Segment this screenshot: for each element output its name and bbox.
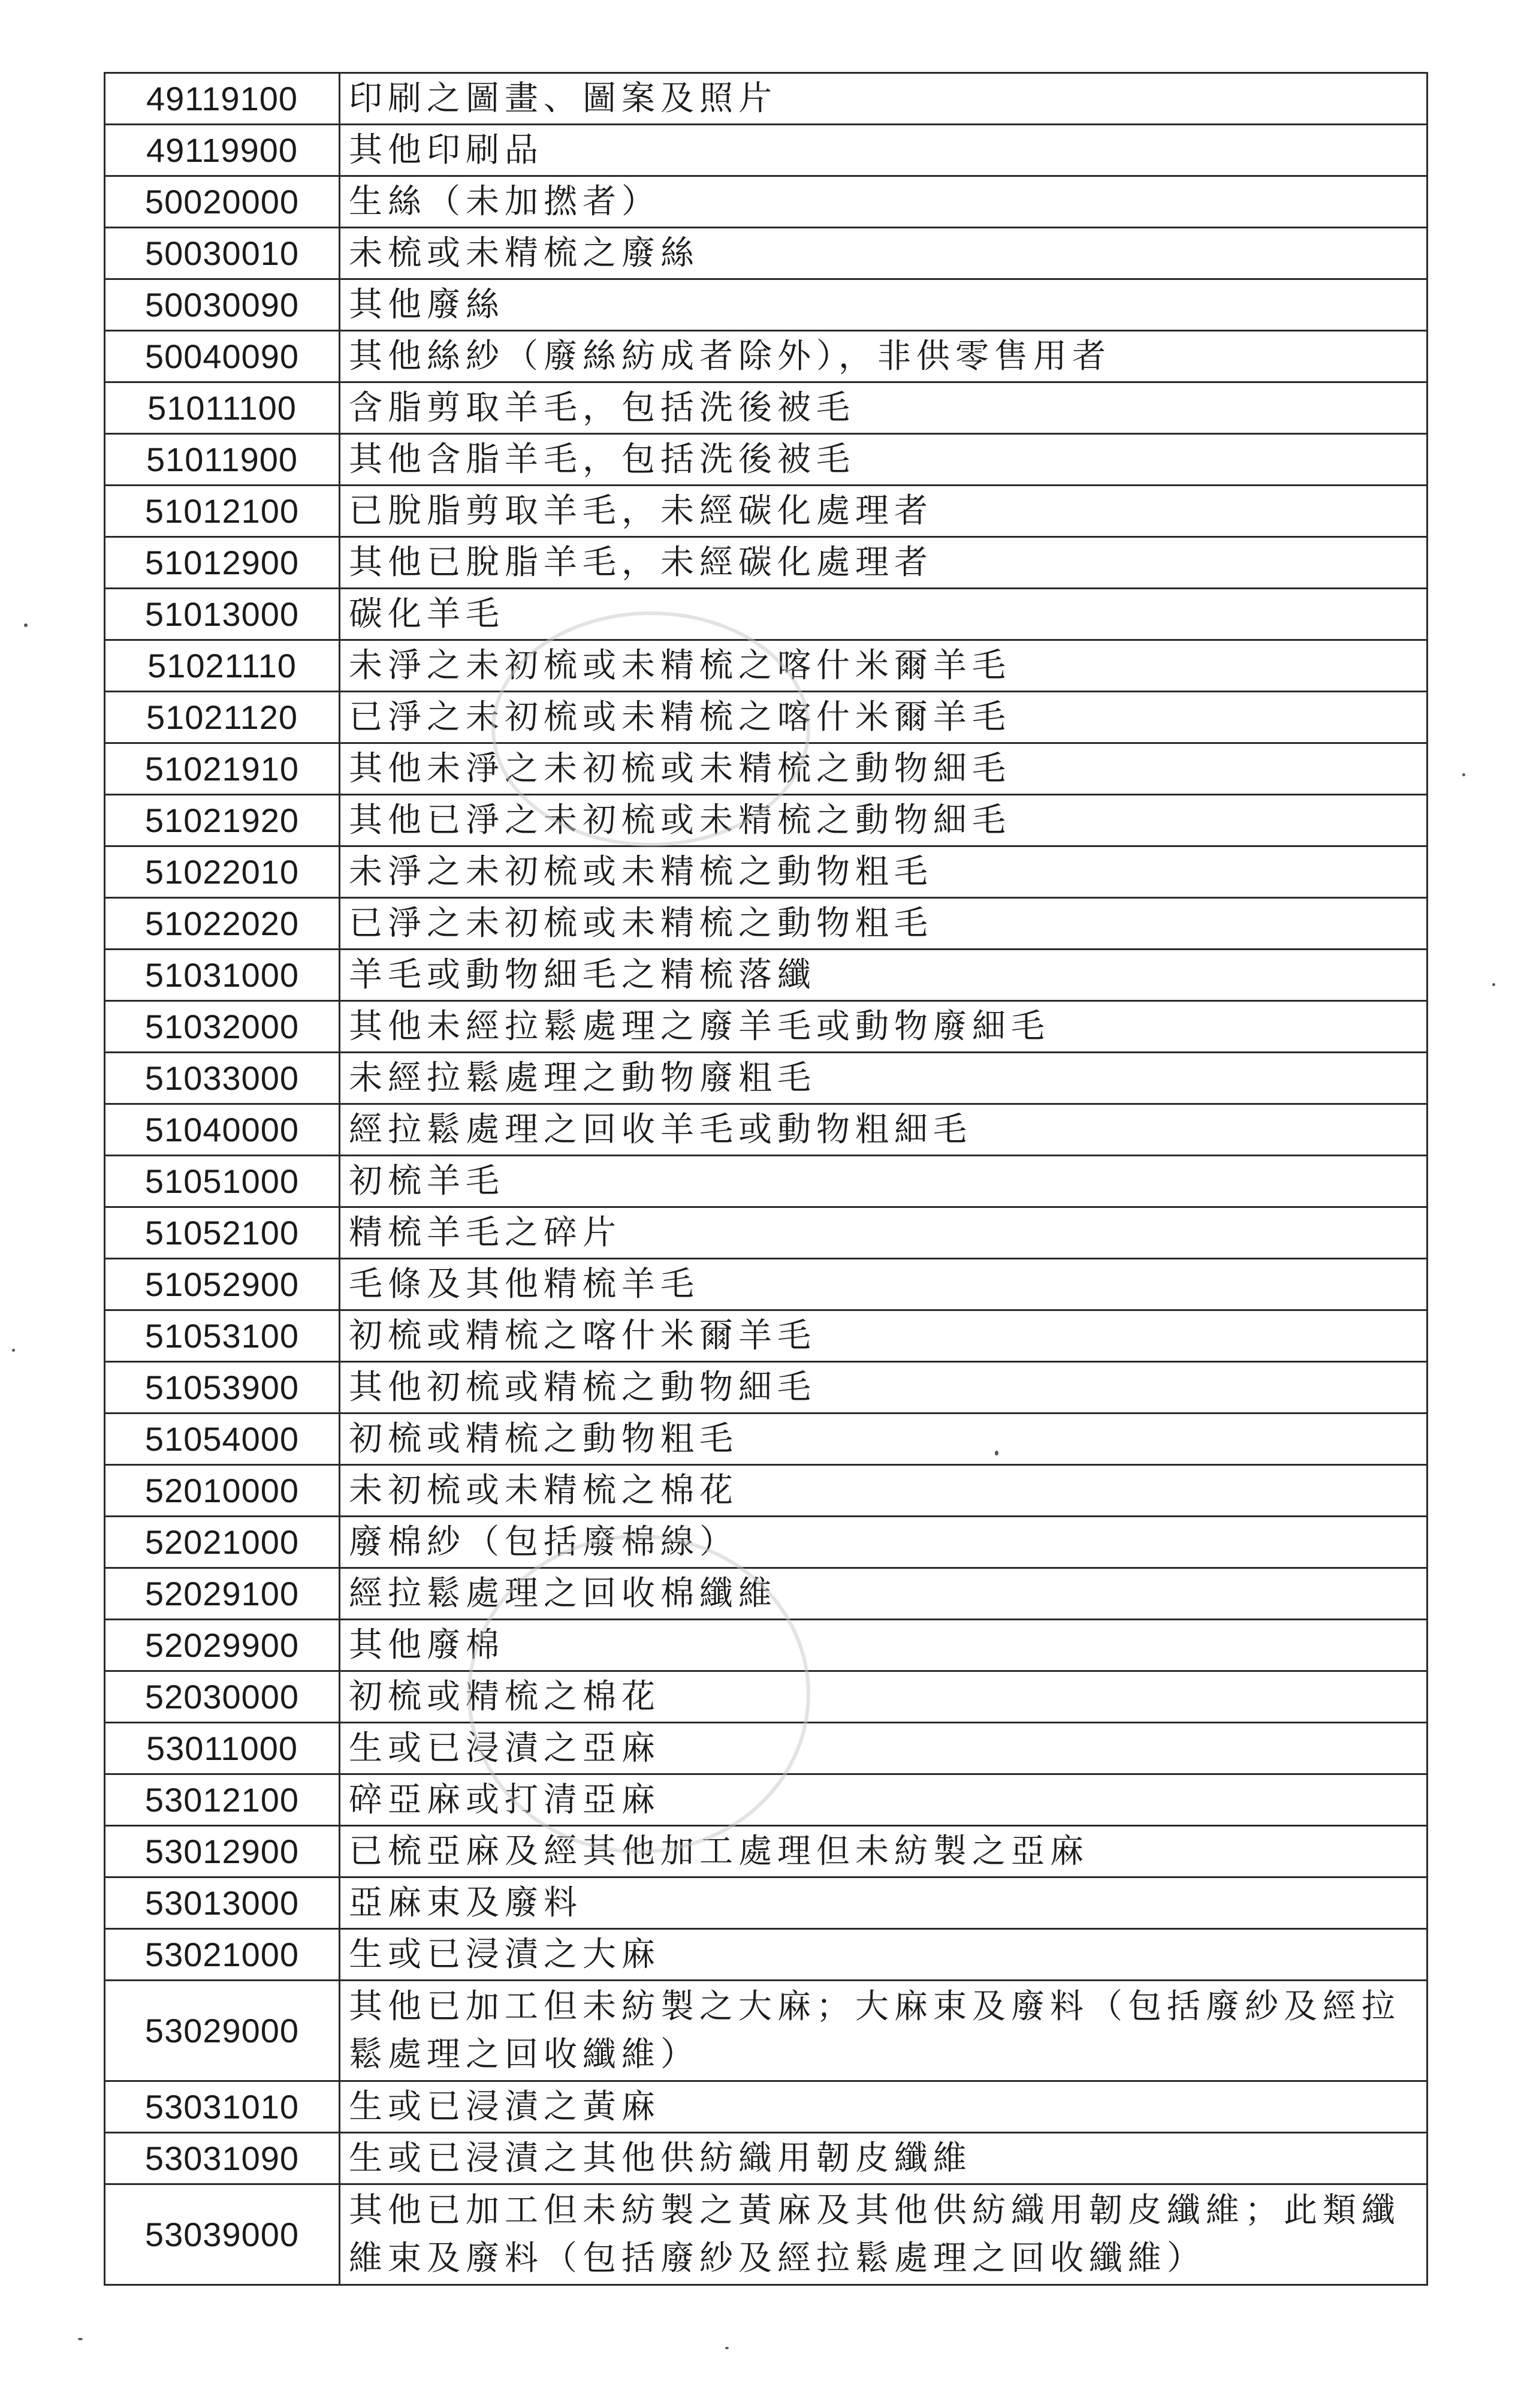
description-cell: 經拉鬆處理之回收羊毛或動物粗細毛 (340, 1104, 1428, 1156)
description-cell: 碳化羊毛 (340, 589, 1428, 640)
description-cell: 初梳或精梳之動物粗毛 (340, 1414, 1428, 1465)
code-cell: 50030010 (105, 228, 340, 279)
description-cell: 已梳亞麻及經其他加工處理但未紡製之亞麻 (340, 1826, 1428, 1877)
table-row (105, 1671, 1428, 1723)
code-cell: 51032000 (105, 1001, 340, 1053)
table-row (105, 1362, 1428, 1414)
description-cell: 印刷之圖畫、圖案及照片 (340, 73, 1428, 125)
table-row (105, 1156, 1428, 1207)
code-cell: 53021000 (105, 1929, 340, 1981)
code-cell: 52021000 (105, 1517, 340, 1568)
description-cell: 亞麻束及廢料 (340, 1877, 1428, 1929)
code-cell: 51053100 (105, 1310, 340, 1362)
code-cell: 51022010 (105, 846, 340, 898)
description-cell: 毛條及其他精梳羊毛 (340, 1259, 1428, 1310)
table-row (105, 1207, 1428, 1259)
code-cell: 49119900 (105, 125, 340, 176)
description-cell: 其他含脂羊毛，包括洗後被毛 (340, 434, 1428, 486)
description-cell: 其他已加工但未紡製之黃麻及其他供紡織用韌皮纖維；此類纖維束及廢料（包括廢紗及經拉鬆處理之回收纖維） (340, 2184, 1428, 2285)
code-cell: 53011000 (105, 1723, 340, 1774)
table-row (105, 176, 1428, 228)
code-cell: 49119100 (105, 73, 340, 125)
table-row (105, 846, 1428, 898)
code-cell: 51054000 (105, 1414, 340, 1465)
code-cell: 52010000 (105, 1465, 340, 1517)
table-row (105, 1414, 1428, 1465)
table-row (105, 1310, 1428, 1362)
code-cell: 51012100 (105, 486, 340, 537)
table-row (105, 1774, 1428, 1826)
description-cell: 初梳羊毛 (340, 1156, 1428, 1207)
table-row (105, 1826, 1428, 1877)
code-cell: 53031090 (105, 2133, 340, 2184)
description-cell: 未淨之未初梳或未精梳之動物粗毛 (340, 846, 1428, 898)
table-row (105, 589, 1428, 640)
table-row (105, 228, 1428, 279)
code-cell: 53039000 (105, 2184, 340, 2285)
code-cell: 51012900 (105, 537, 340, 589)
code-cell: 51011900 (105, 434, 340, 486)
description-cell: 已淨之未初梳或未精梳之喀什米爾羊毛 (340, 692, 1428, 743)
table-body (105, 73, 1428, 2285)
table-row (105, 331, 1428, 382)
code-cell: 51051000 (105, 1156, 340, 1207)
description-cell: 含脂剪取羊毛，包括洗後被毛 (340, 382, 1428, 434)
code-cell: 53029000 (105, 1981, 340, 2081)
description-cell: 其他初梳或精梳之動物細毛 (340, 1362, 1428, 1414)
table-row (105, 1568, 1428, 1620)
code-cell: 50040090 (105, 331, 340, 382)
scan-speck (725, 2347, 729, 2349)
scan-speck (1462, 773, 1465, 776)
code-cell: 51052100 (105, 1207, 340, 1259)
table-row (105, 692, 1428, 743)
code-cell: 51011100 (105, 382, 340, 434)
code-cell: 51033000 (105, 1053, 340, 1104)
table-row (105, 743, 1428, 795)
table-row (105, 1877, 1428, 1929)
code-cell: 51021110 (105, 640, 340, 692)
table-row (105, 486, 1428, 537)
description-cell: 經拉鬆處理之回收棉纖維 (340, 1568, 1428, 1620)
code-cell: 52029900 (105, 1620, 340, 1671)
code-cell: 51013000 (105, 589, 340, 640)
description-cell: 初梳或精梳之喀什米爾羊毛 (340, 1310, 1428, 1362)
code-cell: 53012900 (105, 1826, 340, 1877)
table-row (105, 640, 1428, 692)
table-row (105, 1620, 1428, 1671)
description-cell: 其他已加工但未紡製之大麻；大麻束及廢料（包括廢紗及經拉鬆處理之回收纖維） (340, 1981, 1428, 2081)
code-cell: 51040000 (105, 1104, 340, 1156)
table-row (105, 1517, 1428, 1568)
table-row (105, 1053, 1428, 1104)
code-cell: 53013000 (105, 1877, 340, 1929)
table-row (105, 125, 1428, 176)
description-cell: 其他已脫脂羊毛，未經碳化處理者 (340, 537, 1428, 589)
description-cell: 未經拉鬆處理之動物廢粗毛 (340, 1053, 1428, 1104)
table-row (105, 795, 1428, 846)
table-row (105, 2081, 1428, 2133)
description-cell: 未梳或未精梳之廢絲 (340, 228, 1428, 279)
description-cell: 已脫脂剪取羊毛，未經碳化處理者 (340, 486, 1428, 537)
table-row (105, 1981, 1428, 2081)
description-cell: 未淨之未初梳或未精梳之喀什米爾羊毛 (340, 640, 1428, 692)
code-cell: 51052900 (105, 1259, 340, 1310)
description-cell: 已淨之未初梳或未精梳之動物粗毛 (340, 898, 1428, 950)
description-cell: 未初梳或未精梳之棉花 (340, 1465, 1428, 1517)
description-cell: 其他廢棉 (340, 1620, 1428, 1671)
code-cell: 51053900 (105, 1362, 340, 1414)
description-cell: 其他印刷品 (340, 125, 1428, 176)
code-cell: 51031000 (105, 950, 340, 1001)
table-row (105, 73, 1428, 125)
description-cell: 羊毛或動物細毛之精梳落纖 (340, 950, 1428, 1001)
description-cell: 生或已浸漬之其他供紡織用韌皮纖維 (340, 2133, 1428, 2184)
table-row (105, 898, 1428, 950)
description-cell: 生或已浸漬之黃麻 (340, 2081, 1428, 2133)
code-cell: 50020000 (105, 176, 340, 228)
description-cell: 其他絲紗（廢絲紡成者除外），非供零售用者 (340, 331, 1428, 382)
description-cell: 精梳羊毛之碎片 (340, 1207, 1428, 1259)
code-cell: 53012100 (105, 1774, 340, 1826)
scan-speck (1492, 983, 1495, 986)
code-cell: 52029100 (105, 1568, 340, 1620)
description-cell: 廢棉紗（包括廢棉線） (340, 1517, 1428, 1568)
code-cell: 51022020 (105, 898, 340, 950)
table-row (105, 1104, 1428, 1156)
table-row (105, 434, 1428, 486)
description-cell: 初梳或精梳之棉花 (340, 1671, 1428, 1723)
scan-speck (12, 1349, 15, 1352)
table-row (105, 1001, 1428, 1053)
table-row (105, 2133, 1428, 2184)
table-row (105, 2184, 1428, 2285)
code-cell: 52030000 (105, 1671, 340, 1723)
description-cell: 其他未淨之未初梳或未精梳之動物細毛 (340, 743, 1428, 795)
table-row (105, 950, 1428, 1001)
code-cell: 51021910 (105, 743, 340, 795)
table-row (105, 1259, 1428, 1310)
table-row (105, 1929, 1428, 1981)
description-cell: 生或已浸漬之亞麻 (340, 1723, 1428, 1774)
description-cell: 其他已淨之未初梳或未精梳之動物細毛 (340, 795, 1428, 846)
code-cell: 51021120 (105, 692, 340, 743)
table-row (105, 382, 1428, 434)
table-row (105, 279, 1428, 331)
description-cell: 其他廢絲 (340, 279, 1428, 331)
code-cell: 53031010 (105, 2081, 340, 2133)
scan-speck (78, 2338, 83, 2340)
code-cell: 51021920 (105, 795, 340, 846)
scan-speck (24, 623, 28, 627)
code-cell: 50030090 (105, 279, 340, 331)
description-cell: 碎亞麻或打清亞麻 (340, 1774, 1428, 1826)
description-cell: 其他未經拉鬆處理之廢羊毛或動物廢細毛 (340, 1001, 1428, 1053)
description-cell: 生絲（未加撚者） (340, 176, 1428, 228)
table-row (105, 1723, 1428, 1774)
description-cell: 生或已浸漬之大麻 (340, 1929, 1428, 1981)
table-row (105, 537, 1428, 589)
tariff-code-table (104, 72, 1428, 2286)
table-row (105, 1465, 1428, 1517)
